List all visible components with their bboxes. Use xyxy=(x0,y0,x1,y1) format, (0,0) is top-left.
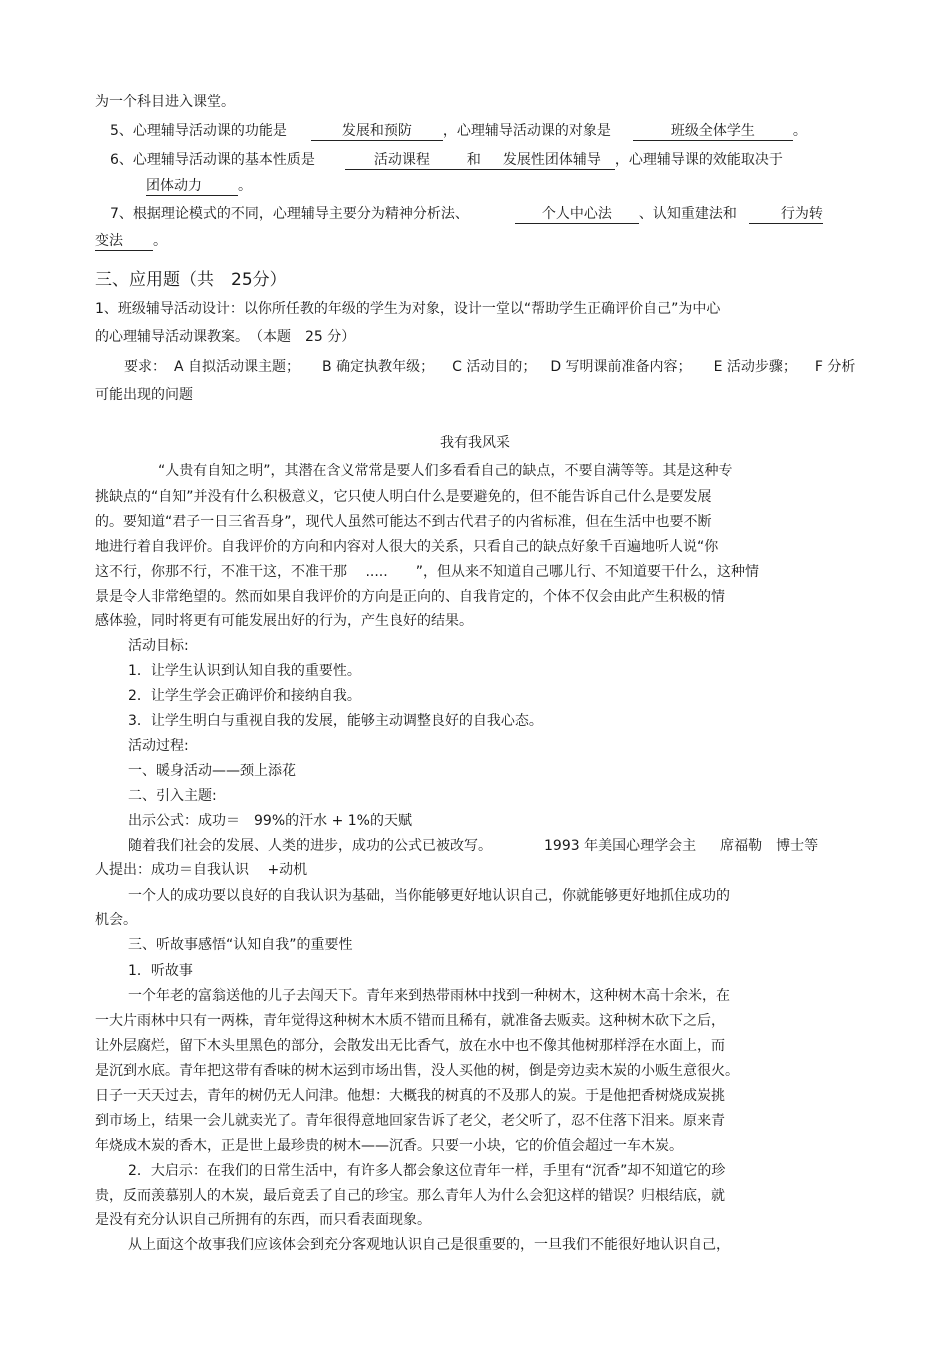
step-3: 三、听故事感悟“认知自我”的重要性 xyxy=(128,937,353,953)
goals-label: 活动目标: xyxy=(128,638,189,654)
q7-middle: 、认知重建法和 xyxy=(638,206,737,222)
q7-answer-2b: 变法 xyxy=(95,232,153,251)
goal-item: 1．让学生认识到认知自我的重要性。 xyxy=(128,663,361,679)
change-name: 席福勒 xyxy=(720,838,763,854)
question-7-cont xyxy=(95,231,167,251)
insight-line: 贵，反而羡慕别人的木炭，最后竟丢了自己的珍宝。那么青年人为什么会犯这样的错误？归根结底，就 xyxy=(95,1188,725,1204)
closing-line: 从上面这个故事我们应该体会到充分客观地认识自己是很重要的，一旦我们不能很好地认识自己， xyxy=(128,1237,730,1253)
requirements-cont: 可能出现的问题 xyxy=(95,387,193,403)
question-1-line-2: 的心理辅导活动课教案。 （本题 25 分） xyxy=(95,329,356,345)
intro-line: 感体验，同时将更有可能发展出好的行为，产生良好的结果。 xyxy=(95,613,473,629)
story-line: 到市场上，结果一会儿就卖光了。青年很得意地回家告诉了老父，老父听了，忍不住落下泪来。原来青 xyxy=(95,1113,725,1129)
step-2: 二、引入主题: xyxy=(128,788,217,804)
req-label: 要求： xyxy=(124,359,166,375)
new-formula: 人提出：成功＝自我认识 +动机 xyxy=(95,862,308,878)
question-6-cont xyxy=(146,176,252,196)
req-d: D 写明课前准备内容； xyxy=(550,359,692,375)
story-line: 日子一天天过去，青年的树仍无人问津。他想：大概我的树真的不及那人的炭。于是他把香树烧成炭挑 xyxy=(95,1088,725,1104)
change-line xyxy=(128,836,818,856)
q5-answer-object: 班级全体学生 xyxy=(633,122,793,141)
basis-line: 机会。 xyxy=(95,912,137,928)
q7-text: 7、根据理论模式的不同，心理辅导主要分为精神分析法、 xyxy=(110,206,469,222)
process-label: 活动过程: xyxy=(128,738,189,754)
question-7 xyxy=(110,204,823,224)
insight-line: 2．大启示：在我们的日常生活中，有许多人都会象这位青年一样，手里有“沉香”却不知道它的珍 xyxy=(128,1163,726,1179)
question-1-line-1: 1、班级辅导活动设计：以你所任教的年级的学生为对象，设计一堂以“帮助学生正确评价自己”为中心 xyxy=(95,301,721,317)
story-line: 一个年老的富翁送他的儿子去闯天下。青年来到热带雨林中找到一种树木，这种树木高十余米，在 xyxy=(128,988,730,1004)
req-c: C 活动目的； xyxy=(452,359,537,375)
intro-line: 这不行，你那不行，不准干这，不准干那 ..... ”，但从来不知道自己哪儿行、不知道要干什么，这种情 xyxy=(95,564,759,580)
section-heading xyxy=(95,268,287,292)
req-f: F 分析 xyxy=(814,359,856,375)
section-score: 25 xyxy=(231,270,253,290)
q5-text: 5、心理辅导活动课的功能是 xyxy=(110,123,287,139)
goal-item: 2．让学生学会正确评价和接纳自我。 xyxy=(128,688,361,704)
story-line: 是沉到水底。青年把这带有香味的树木运到市场出售，没人买他的树，倒是旁边卖木炭的小贩生意很火。 xyxy=(95,1063,739,1079)
section-title: 三、应用题（共 xyxy=(95,270,214,290)
q6-middle: ，心理辅导课的效能取决于 xyxy=(614,152,783,168)
q7-answer-1: 个人中心法 xyxy=(515,205,639,224)
q5-end: 。 xyxy=(792,123,807,139)
question-5 xyxy=(110,121,807,141)
q6-answer-2: 发展性团体辅导 xyxy=(489,151,615,170)
requirements xyxy=(124,357,855,377)
intro-line: 景是令人非常绝望的。然而如果自我评价的方向是正向的、自我肯定的，个体不仅会由此产生积极的情 xyxy=(95,589,725,605)
story-line: 让外层腐烂，留下木头里黑色的部分，会散发出无比香气，放在水中也不像其他树那样浮在水面上，而 xyxy=(95,1038,725,1054)
section-title-end: 分） xyxy=(252,270,287,290)
story-label: 1．听故事 xyxy=(128,963,193,979)
q7-end: 。 xyxy=(153,233,167,249)
insight-line: 是没有充分认识自己所拥有的东西，而只看表面现象。 xyxy=(95,1212,431,1228)
q7-answer-2a: 行为转 xyxy=(749,205,823,224)
req-e: E 活动步骤； xyxy=(713,359,797,375)
req-a: A 自拟活动课主题； xyxy=(174,359,301,375)
change-text: 随着我们社会的发展、人类的进步，成功的公式已被改写。 xyxy=(128,838,492,854)
q6-and: 和 xyxy=(459,151,489,170)
story-line: 一大片雨林中只有一两株，青年觉得这种树木木质不错而且稀有，就准备去贩卖。这种树木砍下之后， xyxy=(95,1013,725,1029)
intro-line: 的。要知道“君子一日三省吾身”，现代人虽然可能达不到古代君子的内省标准，但在生活中也要不断 xyxy=(95,514,712,530)
goal-item: 3．让学生明白与重视自我的发展，能够主动调整良好的自我心态。 xyxy=(128,713,543,729)
fill-line-continuation: 为一个科目进入课堂。 xyxy=(95,94,235,110)
change-year: 1993 年美国心理学会主 xyxy=(544,838,697,854)
intro-line: 挑缺点的“自知”并没有什么积极意义，它只使人明白什么是要避免的，但不能告诉自己什么是要发展 xyxy=(95,489,712,505)
step-1: 一、暖身活动——颈上添花 xyxy=(128,763,296,779)
q6-answer-1: 活动课程 xyxy=(345,151,459,170)
formula: 出示公式：成功＝ 99%的汗水 + 1%的天赋 xyxy=(128,813,412,829)
story-line: 年烧成木炭的香木，正是世上最珍贵的树木——沉香。只要一小块，它的价值会超过一车木炭。 xyxy=(95,1138,683,1154)
q5-middle: ，心理辅导活动课的对象是 xyxy=(442,123,611,139)
req-b: B 确定执教年级； xyxy=(322,359,435,375)
change-title: 博士等 xyxy=(776,838,819,854)
q5-answer-function: 发展和预防 xyxy=(311,122,443,141)
q6-text: 6、心理辅导活动课的基本性质是 xyxy=(110,152,315,168)
question-6 xyxy=(110,150,783,170)
q6-end: 。 xyxy=(238,178,252,194)
q6-answer-3: 团体动力 xyxy=(146,177,238,196)
intro-line: “人贵有自知之明”，其潜在含义常常是要人们多看看自己的缺点，不要自满等等。其是这种专 xyxy=(158,463,733,479)
basis-line: 一个人的成功要以良好的自我认识为基础，当你能够更好地认识自己，你就能够更好地抓住成功的 xyxy=(128,888,730,904)
lesson-title: 我有我风采 xyxy=(440,435,510,451)
intro-line: 地进行着自我评价。自我评价的方向和内容对人很大的关系，只看自己的缺点好象千百遍地听人说“你 xyxy=(95,539,719,555)
